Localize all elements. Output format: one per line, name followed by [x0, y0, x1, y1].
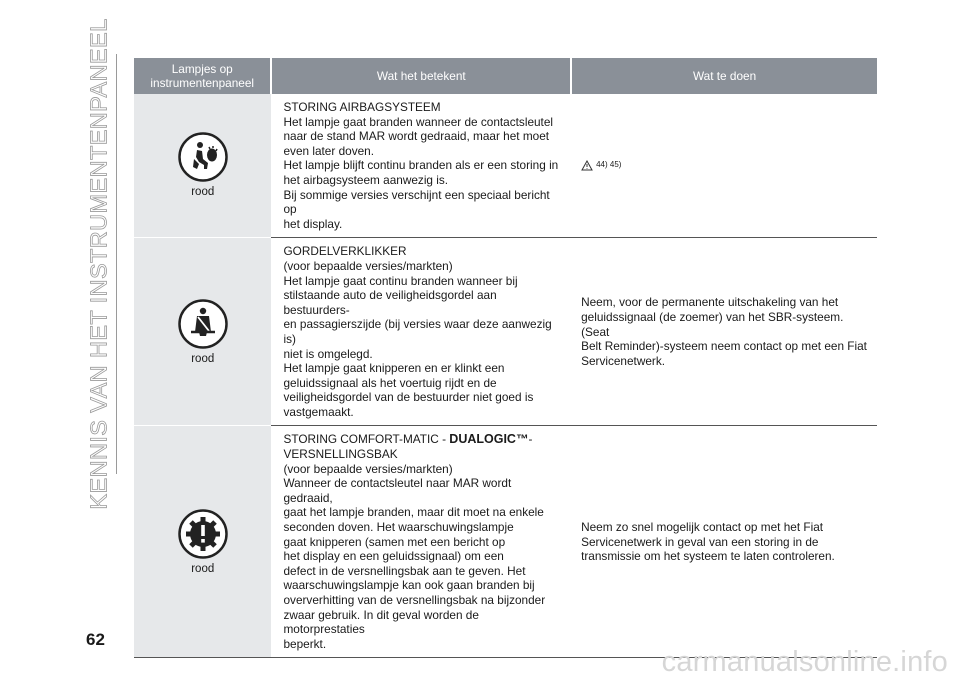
- lamp-cell: [134, 94, 271, 238]
- lamp-color-label: rood: [191, 562, 215, 575]
- header-meaning: Wat het betekent: [271, 58, 571, 94]
- meaning-cell: STORING COMFORT-MATIC - DUALOGIC™- VERSNELLINGSBAK (voor bepaalde versies/markten) Wanneer de contactsleutel naar MAR wordt gedraaid, gaat het lampje branden, maar dit moet na enkele seconden doven. Het waarschuwingslampje gaat knipperen (samen met een bericht op het display en een geluidssignaal) om een defect in de versnellingsbak aan te geven. Het waarschuwingslampje kan ook gaan branden bij oververhitting van de versnellingsbak na bijzonder zwaar gebruik. In dit geval worden de motorprestaties beperkt.: [271, 426, 571, 658]
- lamp-cell: [134, 238, 271, 426]
- meaning-cell: GORDELVERKLIKKER (voor bepaalde versies/markten) Het lampje gaat continu branden wanneer bij stilstaande auto de veiligheidsgordel aan bestuurders- en passagierszijde (bij versies waar deze aanwezig is) niet is omgelegd. Het lampje gaat knipperen en er klinkt een geluidssignaal als het voertuig rijdt en de veiligheidsgordel van de bestuurder niet goed is vastgemaakt.: [271, 238, 571, 426]
- section-title: [84, 18, 114, 510]
- gearbox-fault-icon: [177, 508, 229, 560]
- warning-triangle-icon: [581, 160, 593, 171]
- action-cell: [571, 94, 877, 238]
- airbag-warning-icon: [177, 131, 229, 183]
- lamp-color-label: rood: [191, 352, 215, 365]
- header-action: Wat te doen: [571, 58, 877, 94]
- table-row: [134, 426, 877, 658]
- footnote-refs: 44) 45): [596, 160, 622, 170]
- table-row: [134, 94, 877, 238]
- section-title-text: KENNIS VAN HET INSTRUMENTENPANEEL: [85, 18, 112, 510]
- lamp-color-label: rood: [191, 186, 215, 199]
- brand-name: DUALOGIC™: [449, 432, 529, 447]
- watermark: carmanualsonline.info: [661, 646, 948, 678]
- action-cell: Neem, voor de permanente uitschakeling van het geluidssignaal (de zoemer) van het SBR-systeem. (Seat Belt Reminder)-systeem neem contact op met een Fiat Servicenetwerk.: [571, 238, 877, 426]
- seatbelt-warning-icon: [177, 298, 229, 350]
- warning-lights-table: [134, 58, 877, 658]
- section-divider: [116, 54, 117, 474]
- lamp-cell: [134, 426, 271, 658]
- table-row: [134, 238, 877, 426]
- page-number: 62: [86, 630, 105, 649]
- meaning-cell: STORING AIRBAGSYSTEEM Het lampje gaat branden wanneer de contactsleutel naar de stand MAR wordt gedraaid, maar het moet even later doven. Het lampje blijft continu branden als er een storing in het airbagsysteem aanwezig is. Bij sommige versies verschijnt een speciaal bericht op het display.: [271, 94, 571, 238]
- action-cell: Neem zo snel mogelijk contact op met het Fiat Servicenetwerk in geval van een storing in de transmissie om het systeem te laten controleren.: [571, 426, 877, 658]
- header-lamps: Lampjes op instrumentenpaneel: [134, 58, 271, 94]
- table-header-row: [134, 58, 877, 94]
